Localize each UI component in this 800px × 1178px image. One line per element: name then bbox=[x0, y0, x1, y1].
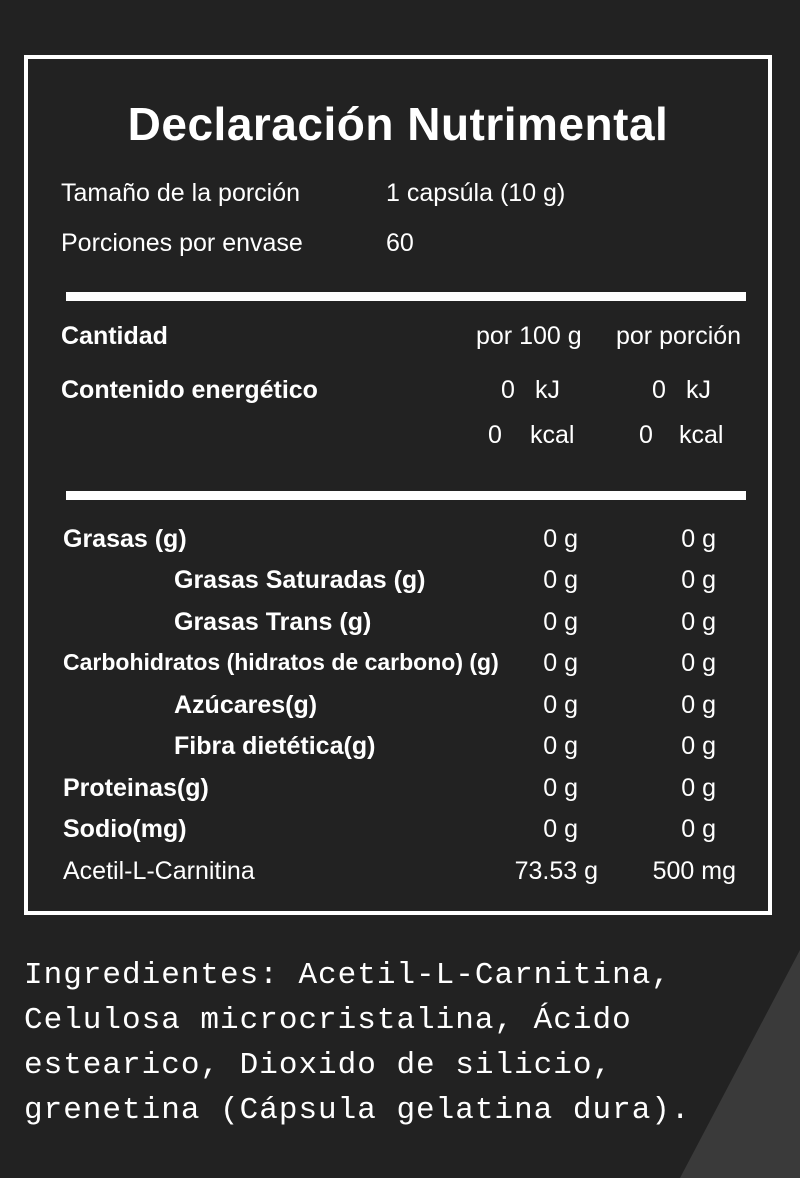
serving-size-value: 1 capsúla (10 g) bbox=[386, 179, 566, 207]
ingredients-line: grenetina (Cápsula gelatina dura). bbox=[24, 1093, 691, 1128]
energy-label: Contenido energético bbox=[61, 376, 318, 404]
nutrient-vpor-proteins: 0 g bbox=[681, 774, 716, 802]
portions-label: Porciones por envase bbox=[61, 229, 303, 257]
energy-kj-unit-100: kJ bbox=[535, 376, 560, 404]
nutrient-label-saturated-fats: Grasas Saturadas (g) bbox=[174, 566, 426, 594]
ingredients-text bbox=[24, 953, 784, 1133]
energy-kj-unit-por: kJ bbox=[686, 376, 711, 404]
nutrient-v100-fats: 0 g bbox=[543, 525, 578, 553]
ingredients-line: Ingredientes: Acetil-L-Carnitina, bbox=[24, 958, 671, 993]
energy-kj-por: 0 bbox=[652, 376, 666, 404]
energy-kcal-unit-por: kcal bbox=[679, 421, 724, 449]
nutrient-vpor-sugars: 0 g bbox=[681, 691, 716, 719]
nutrient-vpor-acetyl-carnitine: 500 mg bbox=[652, 857, 736, 885]
nutrient-v100-fiber: 0 g bbox=[543, 732, 578, 760]
nutrient-label-carbohydrates: Carbohidratos (hidratos de carbono) (g) bbox=[63, 649, 499, 675]
nutrient-v100-acetyl-carnitine: 73.53 g bbox=[514, 857, 598, 885]
energy-kcal-unit-100: kcal bbox=[530, 421, 575, 449]
nutrient-vpor-carbohydrates: 0 g bbox=[681, 649, 716, 677]
divider-middle bbox=[66, 491, 746, 500]
ingredients-line: Celulosa microcristalina, Ácido bbox=[24, 1003, 632, 1038]
energy-kcal-por: 0 bbox=[639, 421, 653, 449]
nutrient-vpor-fats: 0 g bbox=[681, 525, 716, 553]
nutrient-label-sugars: Azúcares(g) bbox=[174, 691, 318, 719]
nutrient-v100-sugars: 0 g bbox=[543, 691, 578, 719]
nutrient-vpor-sodium: 0 g bbox=[681, 815, 716, 843]
nutrient-label-fiber: Fibra dietética(g) bbox=[174, 732, 376, 760]
nutrient-v100-proteins: 0 g bbox=[543, 774, 578, 802]
nutrient-vpor-fiber: 0 g bbox=[681, 732, 716, 760]
serving-size-label: Tamaño de la porción bbox=[61, 179, 301, 207]
nutrient-label-trans-fats: Grasas Trans (g) bbox=[174, 608, 372, 636]
quantity-header: Cantidad bbox=[61, 322, 168, 350]
nutrient-v100-trans-fats: 0 g bbox=[543, 608, 578, 636]
nutrient-label-acetyl-carnitine: Acetil-L-Carnitina bbox=[63, 857, 255, 885]
nutrient-vpor-trans-fats: 0 g bbox=[681, 608, 716, 636]
portions-value: 60 bbox=[386, 229, 414, 257]
energy-kj-100: 0 bbox=[501, 376, 515, 404]
ingredients-line: estearico, Dioxido de silicio, bbox=[24, 1048, 613, 1083]
divider-top bbox=[66, 292, 746, 301]
nutrient-v100-saturated-fats: 0 g bbox=[543, 566, 578, 594]
energy-kcal-100: 0 bbox=[488, 421, 502, 449]
per-100g-header: por 100 g bbox=[476, 322, 582, 350]
nutrient-label-sodium: Sodio(mg) bbox=[63, 815, 187, 843]
nutrition-panel bbox=[24, 55, 772, 915]
nutrient-vpor-saturated-fats: 0 g bbox=[681, 566, 716, 594]
nutrient-v100-sodium: 0 g bbox=[543, 815, 578, 843]
per-portion-header: por porción bbox=[616, 322, 742, 350]
nutrient-label-proteins: Proteinas(g) bbox=[63, 774, 209, 802]
nutrient-v100-carbohydrates: 0 g bbox=[543, 649, 578, 677]
panel-title: Declaración Nutrimental bbox=[127, 98, 669, 150]
nutrient-label-fats: Grasas (g) bbox=[63, 525, 187, 553]
